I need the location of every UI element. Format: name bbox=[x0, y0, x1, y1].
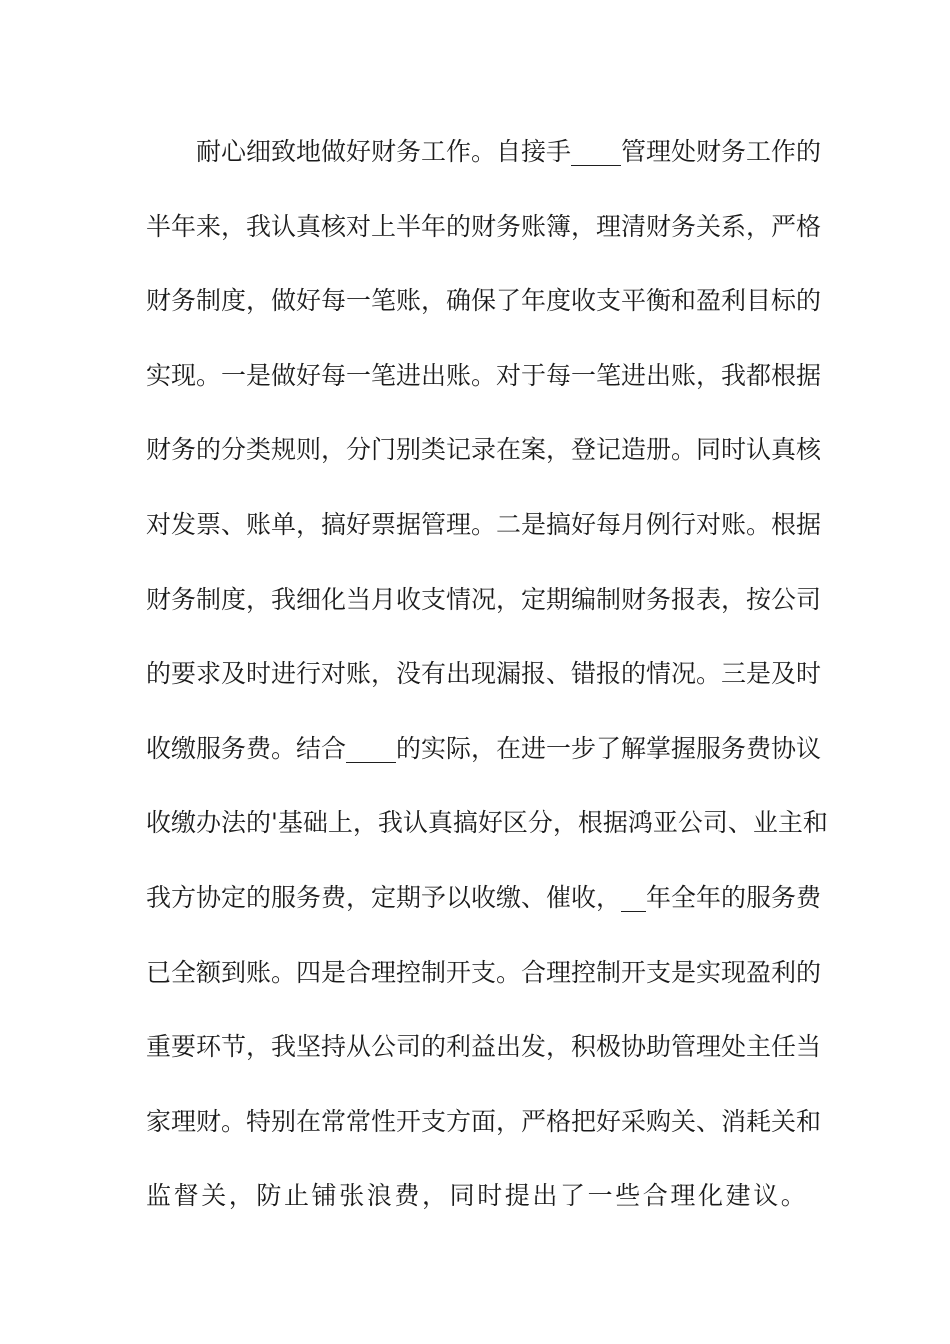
paragraph-line: 重要环节，我坚持从公司的利益出发，积极协助管理处主任当 bbox=[146, 1032, 822, 1062]
paragraph-line: 家理财。特别在常常性开支方面，严格把好采购关、消耗关和 bbox=[146, 1106, 822, 1136]
paragraph-line-last: 监督关，防止铺张浪费，同时提出了一些合理化建议。 bbox=[146, 1181, 809, 1211]
paragraph-line: 的要求及时进行对账，没有出现漏报、错报的情况。三是及时 bbox=[146, 659, 822, 689]
paragraph-line: 财务制度，做好每一笔账，确保了年度收支平衡和盈利目标的 bbox=[146, 286, 822, 316]
paragraph-line: 实现。一是做好每一笔进出账。对于每一笔进出账，我都根据 bbox=[146, 360, 822, 390]
paragraph-line: 半年来，我认真核对上半年的财务账簿，理清财务关系，严格 bbox=[146, 211, 822, 241]
body-paragraph bbox=[146, 128, 828, 1247]
paragraph-line: 我方协定的服务费，定期予以收缴、催收，__年全年的服务费 bbox=[146, 882, 822, 912]
paragraph-line: 耐心细致地做好财务工作。自接手____管理处财务工作的 bbox=[146, 137, 822, 166]
paragraph-line: 收缴办法的'基础上，我认真搞好区分，根据鸿亚公司、业主和 bbox=[146, 808, 828, 838]
paragraph-line: 收缴服务费。结合____的实际，在进一步了解掌握服务费协议 bbox=[146, 733, 822, 763]
paragraph-line: 对发票、账单，搞好票据管理。二是搞好每月例行对账。根据 bbox=[146, 509, 822, 539]
paragraph-line: 已全额到账。四是合理控制开支。合理控制开支是实现盈利的 bbox=[146, 957, 822, 987]
paragraph-line: 财务制度，我细化当月收支情况，定期编制财务报表，按公司 bbox=[146, 584, 822, 614]
paragraph-line: 财务的分类规则，分门别类记录在案，登记造册。同时认真核 bbox=[146, 435, 822, 465]
